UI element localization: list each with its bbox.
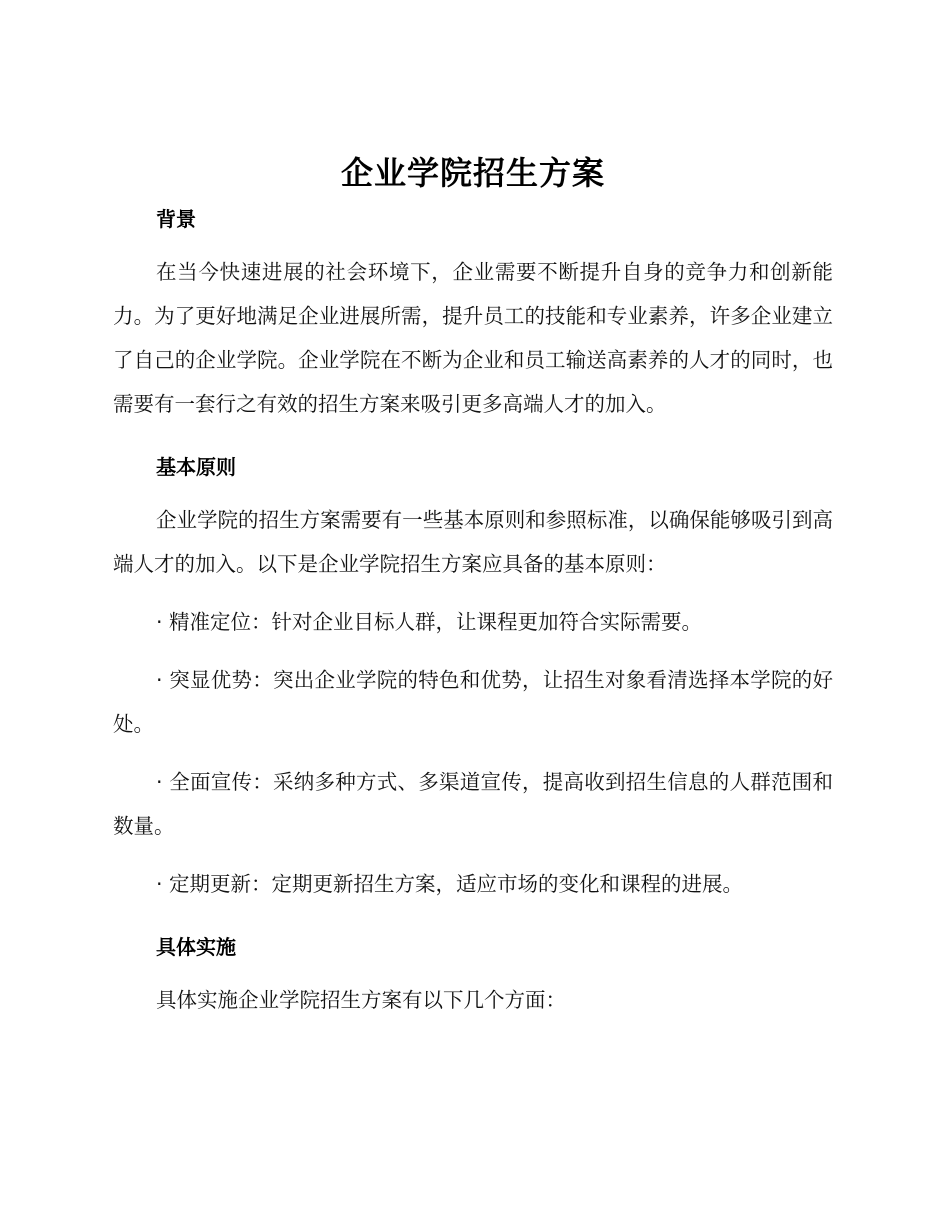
paragraph-principles-intro: 企业学院的招生方案需要有一些基本原则和参照标准，以确保能够吸引到高端人才的加入。以下是企业学院招生方案应具备的基本原则：: [113, 508, 833, 576]
section-background: [113, 200, 833, 426]
paragraph-background: 在当今快速进展的社会环境下，企业需要不断提升自身的竞争力和创新能力。为了更好地满足企业进展所需，提升员工的技能和专业素养，许多企业建立了自己的企业学院。企业学院在不断为企业和员工输送高素养的人才的同时，也需要有一套行之有效的招生方案来吸引更多高端人才的加入。: [113, 260, 833, 416]
bullet-item-promotion: · 全面宣传：采纳多种方式、多渠道宣传，提高收到招生信息的人群范围和数量。: [113, 770, 833, 838]
section-implementation: [113, 928, 833, 1022]
bullet-item-updates: · 定期更新：定期更新招生方案，适应市场的变化和课程的进展。: [156, 872, 744, 896]
bullet-item-advantages: · 突显优势：突出企业学院的特色和优势，让招生对象看清选择本学院的好处。: [113, 668, 833, 736]
section-heading-background: 背景: [156, 207, 196, 231]
document-page: [113, 150, 833, 1022]
bullet-item-positioning: · 精准定位：针对企业目标人群，让课程更加符合实际需要。: [156, 610, 703, 634]
document-title: 企业学院招生方案: [340, 154, 605, 192]
section-principles: [113, 448, 833, 906]
paragraph-implementation-intro: 具体实施企业学院招生方案有以下几个方面：: [156, 988, 566, 1012]
section-heading-principles: 基本原则: [156, 455, 236, 479]
section-heading-implementation: 具体实施: [156, 935, 236, 959]
